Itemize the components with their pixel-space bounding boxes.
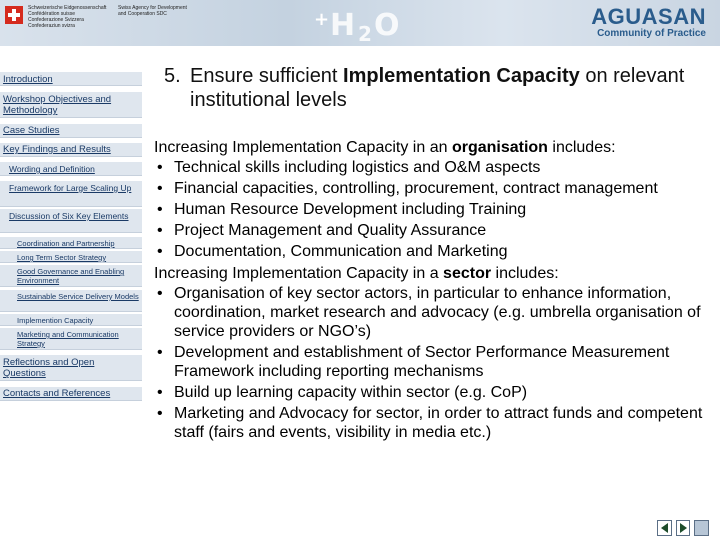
list-item: • Development and establishment of Sector Performance Measurement Framework including reporting mechanisms [154,343,714,381]
end-slide-button[interactable] [694,520,709,536]
confederation-text: Schweizerische Eidgenossenschaft Confédération suisse Confederazione Svizzera Confederaziun svizra [28,5,107,29]
nav-contacts-references[interactable]: Contacts and References [0,387,142,401]
arrow-left-icon [661,523,668,533]
aguasan-logo [591,4,706,39]
nav-introduction[interactable]: Introduction [0,72,142,86]
title-rest: on relevant institutional levels [190,65,685,111]
svg-text:+: + [314,9,330,30]
title-bold: Implementation Capacity [343,65,580,87]
org-intro [154,138,714,157]
previous-slide-button[interactable] [657,520,672,536]
list-item: • Human Resource Development including Training [154,200,714,219]
title-text [190,64,710,112]
nav-coordination-partnership[interactable]: Coordination and Partnership [0,237,142,249]
sector-list [154,284,714,442]
brand-subtitle: Community of Practice [597,28,706,39]
nav-reflections[interactable]: Reflections and Open Questions [0,355,142,381]
org-intro-plain: Increasing Implementation Capacity in an [154,139,452,156]
list-item: • Project Management and Quality Assurance [154,221,714,240]
svg-text:H: H [330,8,356,43]
org-intro-rest: includes: [547,139,616,156]
sector-intro-plain: Increasing Implementation Capacity in a [154,265,444,282]
nav-good-governance[interactable]: Good Governance and Enabling Environment [0,265,142,287]
svg-text:O: O [374,8,400,43]
sector-intro [154,264,714,283]
list-item: • Build up learning capacity within sector (e.g. CoP) [154,383,714,402]
nav-sustainable-service[interactable]: Sustainable Service Delivery Models [0,290,142,312]
list-item: • Organisation of key sector actors, in particular to enhance information, coordination, market research and advocacy (e.g. umbrella organisation of service providers or NGO’s) [154,284,714,341]
next-slide-button[interactable] [676,520,691,536]
nav-key-findings[interactable]: Key Findings and Results [0,143,142,157]
list-item: • Financial capacities, controlling, procurement, contract management [154,179,714,198]
org-intro-bold: organisation [451,139,548,156]
list-item: • Marketing and Advocacy for sector, in order to attract funds and competent staff (fairs and events, visibility in media etc.) [154,404,714,442]
sdc-text: Swiss Agency for Development and Cooperation SDC [118,5,187,17]
nav-marketing-communication[interactable]: Marketing and Communication Strategy [0,328,142,350]
nav-case-studies[interactable]: Case Studies [0,124,142,138]
slide-navigation [657,520,709,538]
nav-workshop-objectives[interactable]: Workshop Objectives and Methodology [0,92,142,118]
title-plain: Ensure sufficient [190,65,344,87]
list-item: • Technical skills including logistics and O&M aspects [154,158,714,177]
sidebar-nav [0,46,144,540]
svg-text:2: 2 [358,22,372,45]
nav-discussion-elements[interactable]: Discussion of Six Key Elements [0,209,142,233]
nav-long-term-strategy[interactable]: Long Term Sector Strategy [0,251,142,263]
arrow-right-icon [680,523,687,533]
sector-intro-rest: includes: [491,265,559,282]
h2o-logo [312,1,422,45]
title-number: 5. [164,65,181,87]
nav-wording-definition[interactable]: Wording and Definition [0,162,142,176]
list-item: • Documentation, Communication and Marketing [154,242,714,261]
nav-implementation-capacity[interactable]: Implemention Capacity [0,314,142,326]
org-list [154,158,714,261]
sector-intro-bold: sector [443,265,492,282]
slide-body [154,138,714,444]
brand-name: AGUASAN [591,4,706,29]
swiss-flag-icon [5,6,23,24]
nav-framework-scaling[interactable]: Framework for Large Scaling Up [0,181,142,207]
header-banner [0,0,720,46]
